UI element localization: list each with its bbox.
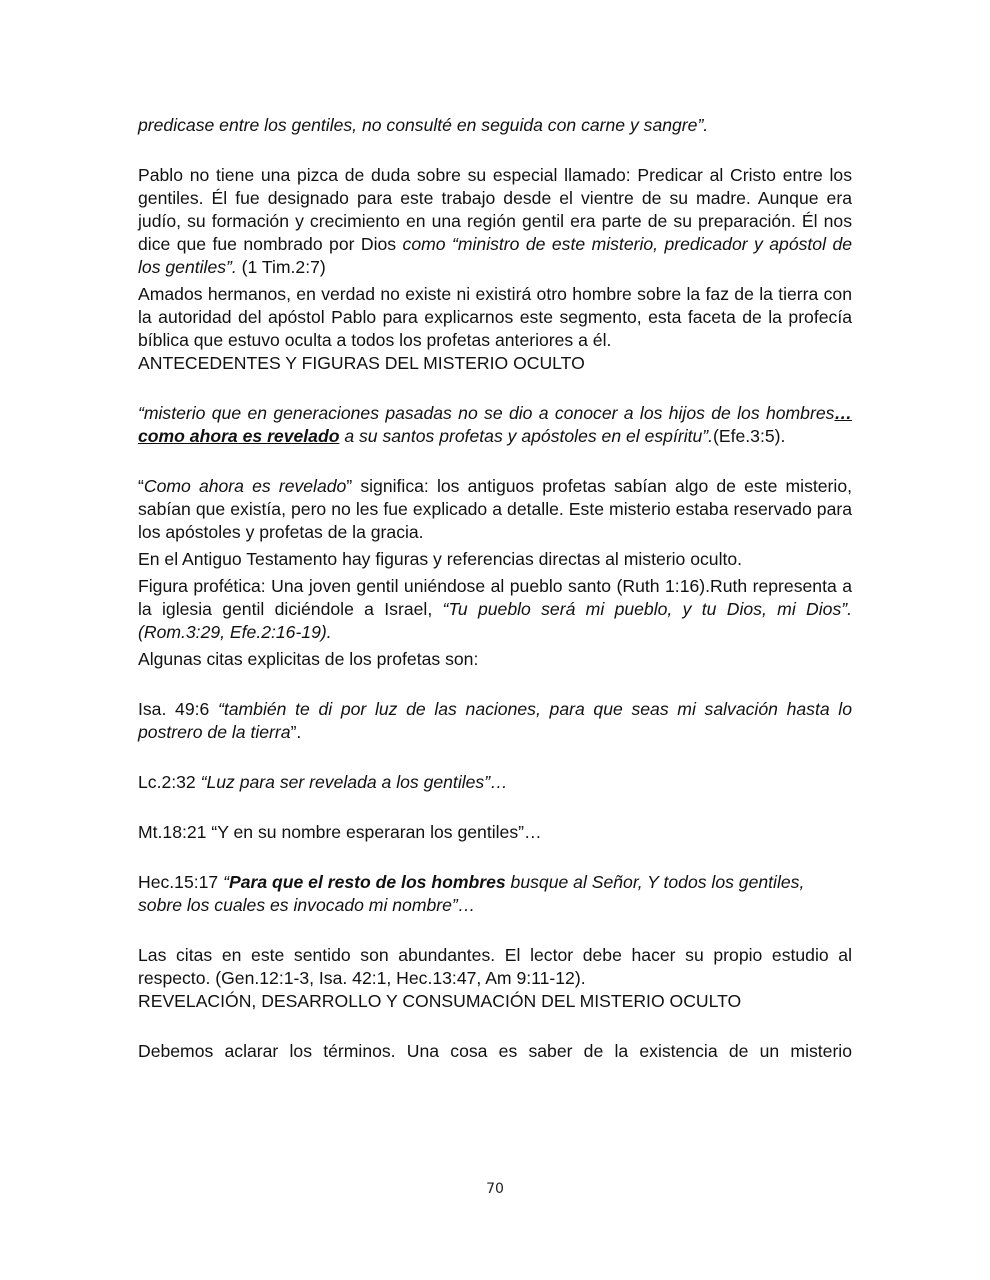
section-heading-revelacion: REVELACIÓN, DESARROLLO Y CONSUMACIÓN DEL MISTERIO OCULTO [138,991,742,1011]
page-number: 70 [486,1181,504,1197]
body-text: Amados hermanos, en verdad no existe ni existirá otro hombre sobre la faz de la tierra con la autoridad del apóstol Pablo para explicarnos este segmento, esta faceta de la profecía bíblica que estuvo oculta a todos los profetas anteriores a él. [138,284,852,350]
body-text: En el Antiguo Testamento hay figuras y referencias directas al misterio oculto. [138,549,743,569]
paragraph-mateo [138,821,852,844]
italic-text: predicase entre los gentiles, no consulté en seguida con carne y sangre”. [138,115,709,135]
body-text: Las citas en este sentido son abundantes. El lector debe hacer su propio estudio al respecto. (Gen.12:1-3, Isa. 42:1, Hec.13:47, Am 9:11-12). [138,945,852,988]
italic-text: Como ahora es revelado [143,476,347,496]
paragraph-quote-continuation [138,114,852,137]
body-text: Pablo no tiene una pizca de duda sobre su especial llamado: Predicar al Cristo entre los gentiles. Él fue designado para este trabajo desde el vientre de su madre. Aunque era judío, su formación y crecimiento en una región gentil era parte de su preparación. Él nos dice que fue nombrado por Dios [138,165,852,254]
italic-text: como “ministro de este misterio, predicador y apóstol de los gentiles”. [138,234,853,277]
paragraph-algunas-citas [138,648,852,671]
bold-underlined-text: …como ahora es revelado [138,403,852,446]
paragraph-amados-hermanos [138,283,852,352]
paragraph-citas-abundantes [138,944,852,990]
paragraph-antiguo-testamento [138,548,852,571]
paragraph-isaias [138,698,852,744]
italic-text: “ [223,872,229,892]
citation-text: Lc.2:32 [138,772,201,792]
paragraph-efesios-quote [138,402,852,448]
paragraph-como-ahora [138,475,852,544]
citation-text: (1 Tim.2:7) [236,257,326,277]
italic-text: a su santos profetas y apóstoles en el espíritu”. [339,426,714,446]
italic-text: “misterio que en generaciones pasadas no se dio a conocer a los hijos de los hombres [138,403,835,423]
paragraph-figura-profetica [138,575,852,644]
citation-text: Isa. 49:6 [138,699,218,719]
paragraph-pablo-llamado [138,164,852,279]
body-text: ” significa: los antiguos profetas sabían algo de este misterio, sabían que existía, pero no les fue explicado a detalle. Este misterio estaba reservado para los apóstoles y profetas de la gracia. [138,476,852,542]
paragraph-lucas [138,771,852,794]
italic-text: “también te di por luz de las naciones, para que seas mi salvación hasta lo postrero de la tierra [138,699,852,742]
body-text: Algunas citas explicitas de los profetas son: [138,649,479,669]
italic-text: “Luz para ser revelada a los gentiles”… [200,772,508,792]
body-text: Debemos aclarar los términos. Una cosa es saber de la existencia de un misterio [138,1041,852,1061]
italic-text: busque al Señor, Y todos los gentiles, sobre los cuales es invocado mi nombre”… [138,872,805,915]
bold-italic-text: Para que el resto de los hombres [228,872,506,892]
body-text: ”. [290,722,302,742]
body-text: “ [138,476,144,496]
body-text: Mt.18:21 “Y en su nombre esperaran los gentiles”… [138,822,542,842]
paragraph-debemos-aclarar [138,1040,852,1063]
page-body [138,114,852,1063]
citation-text: Hec.15:17 [138,872,224,892]
italic-text: “Tu pueblo será mi pueblo, y tu Dios, mi Dios”. (Rom.3:29, Efe.2:16-19). [138,599,853,642]
section-heading-antecedentes: ANTECEDENTES Y FIGURAS DEL MISTERIO OCULTO [138,353,585,373]
body-text: Figura profética: Una joven gentil uniéndose al pueblo santo (Ruth 1:16).Ruth representa a la iglesia gentil diciéndole a Israel, [138,576,852,619]
paragraph-hechos [138,871,852,917]
citation-text: (Efe.3:5). [713,426,786,446]
